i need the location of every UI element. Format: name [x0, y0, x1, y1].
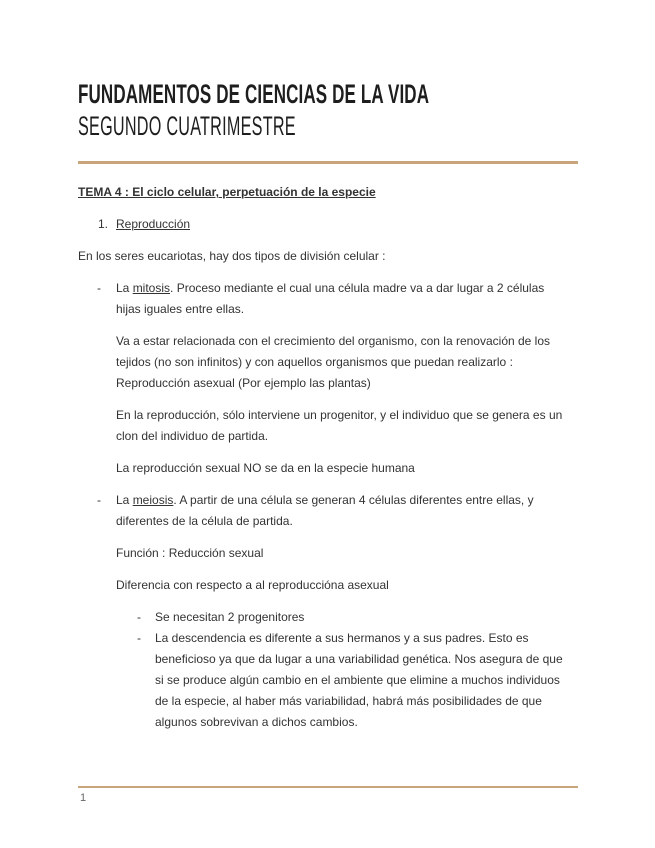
document-body: [78, 182, 618, 733]
sub-bullet-offspring: [78, 628, 618, 733]
bullet-marker: -: [97, 493, 101, 507]
document-title: FUNDAMENTOS DE CIENCIAS DE LA VIDA: [78, 79, 430, 109]
bullet-meiosis: [78, 490, 618, 532]
text-line: diferentes de la célula de partida.: [116, 514, 293, 528]
bullet-mitosis: [78, 278, 618, 320]
numbered-item: [78, 214, 618, 235]
numbered-item-label: Reproducción: [116, 217, 191, 231]
sub-bullet-marker: -: [137, 610, 141, 624]
text-line: En la reproducción, sólo interviene un progenitor, y el individuo que se genera es un: [116, 408, 563, 422]
text-line: Diferencia con respecto a al reproduccióna asexual: [116, 578, 389, 592]
sub-bullet-progenitors: [78, 607, 618, 628]
document-subtitle: SEGUNDO CUATRIMESTRE: [78, 111, 296, 141]
text-line: si se produce algún cambio en el ambiente que elimine a muchos individuos: [155, 673, 560, 687]
meiosis-paragraph-difference: [78, 575, 618, 596]
bullet-prefix: La: [116, 493, 133, 507]
term-mitosis: mitosis: [132, 281, 171, 295]
page-number: 1: [80, 792, 87, 804]
text-line: La descendencia es diferente a sus hermanos y a sus padres. Esto es: [155, 631, 529, 645]
section-heading: TEMA 4 : El ciclo celular, perpetuación de la especie: [78, 185, 376, 199]
mitosis-paragraph-growth: [78, 331, 618, 394]
list-number: 1.: [98, 217, 109, 231]
text-line: tejidos (no son infinitos) y con aquellos organismos que puedan realizarlo :: [116, 355, 513, 369]
mitosis-paragraph-human: [78, 458, 618, 479]
intro-paragraph: [78, 246, 618, 267]
text-line: hijas iguales entre ellas.: [116, 302, 245, 316]
text-line: Va a estar relacionada con el crecimiento del organismo, con la renovación de los: [116, 334, 551, 348]
mitosis-paragraph-progenitor: [78, 405, 618, 447]
sub-bullet-marker: -: [137, 631, 141, 645]
text-line: [116, 490, 618, 511]
term-meiosis: meiosis: [132, 493, 174, 507]
bullet-marker: -: [97, 281, 101, 295]
bullet-text: . A partir de una célula se generan 4 células diferentes entre ellas, y: [173, 493, 534, 507]
text-line: algunos sobrevivan a dichos cambios.: [155, 715, 358, 729]
text-line: La reproducción sexual NO se da en la especie humana: [116, 461, 415, 475]
header-divider: [78, 161, 578, 164]
bullet-text: . Proceso mediante el cual una célula madre va a dar lugar a 2 células: [170, 281, 545, 295]
text-line: beneficioso ya que da lugar a una variabilidad genética. Nos asegura de que: [155, 652, 563, 666]
bullet-prefix: La: [116, 281, 133, 295]
text-line: de la especie, al haber más variabilidad, habrá más posibilidades de que: [155, 694, 542, 708]
text-line: En los seres eucariotas, hay dos tipos de división celular :: [78, 249, 386, 263]
meiosis-paragraph-function: [78, 543, 618, 564]
text-line: Función : Reducción sexual: [116, 546, 264, 560]
text-line: Reproducción asexual (Por ejemplo las plantas): [116, 376, 371, 390]
text-line: clon del individuo de partida.: [116, 429, 269, 443]
text-line: Se necesitan 2 progenitores: [155, 610, 305, 624]
footer-divider: [78, 786, 578, 788]
text-line: [116, 278, 618, 299]
